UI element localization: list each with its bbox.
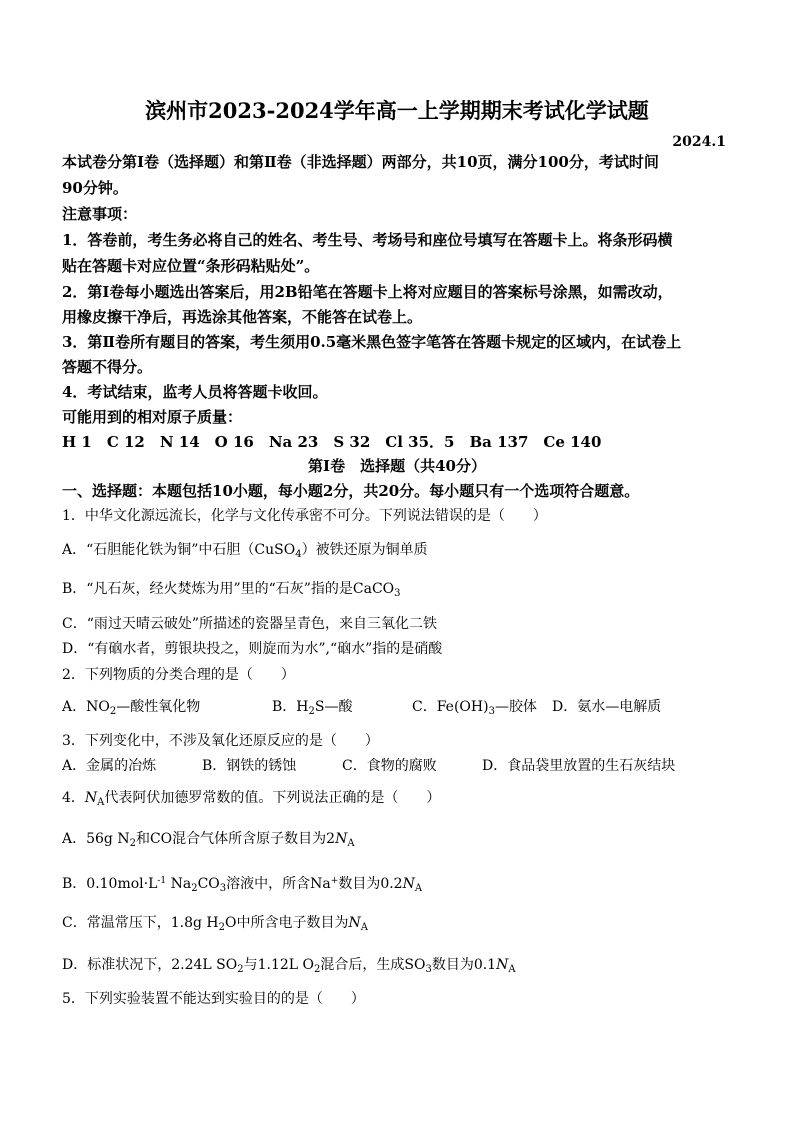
q3-option-b: B．钢铁的锈蚀 <box>202 758 297 774</box>
q4-option-d: D．标准状况下，2.24L $SO_2$与1.12L $O_2$混合后，生成$SO_3$数目为$0.1N_A$ <box>62 957 516 975</box>
q2-stem: 2．下列物质的分类合理的是（ ） <box>62 667 295 683</box>
part1-heading: 第Ⅰ卷 选择题（共40分） <box>308 457 486 475</box>
note-line: 1．答卷前，考生务必将自己的姓名、考生号、考场号和座位号填写在答题卡上。将条形码横 <box>62 231 673 249</box>
q2-option-d: D．氨水—电解质 <box>552 699 662 715</box>
q4-stem: 4．$N_A$代表阿伏加德罗常数的值。下列说法正确的是（ ） <box>62 790 441 808</box>
note-line: 3．第Ⅱ卷所有题目的答案，考生须用0.5毫米黑色签字笔答在答题卡规定的区域内，在试卷上 <box>62 333 682 351</box>
note-line: 用橡皮擦干净后，再选涂其他答案，不能答在试卷上。 <box>62 308 423 326</box>
intro-line-1: 本试卷分第Ⅰ卷（选择题）和第Ⅱ卷（非选择题）两部分，共10页，满分100分，考试时间 <box>62 153 659 171</box>
q5-stem: 5．下列实验装置不能达到实验目的的是（ ） <box>62 991 365 1007</box>
q1-option-d: D．“有硇水者，剪银块投之，则旋而为水”,“硇水”指的是硝酸 <box>62 641 443 657</box>
q4-option-b: B．$0.10mol\cdot L^{-1}$ $Na_2CO_3$溶液中，所含Na+数目为$0.2N_A$ <box>62 876 423 894</box>
intro-line-2: 90分钟。 <box>62 179 128 197</box>
q2-option-b: B．$H_2S—$酸 <box>272 699 353 717</box>
q3-option-c: C．食物的腐败 <box>342 758 437 774</box>
section1-heading: 一、选择题：本题包括10小题，每小题2分，共20分。每小题只有一个选项符合题意。 <box>62 482 640 500</box>
page-title: 滨州市2023-2024学年高一上学期期末考试化学试题 <box>145 98 649 123</box>
q2-option-a: A．$NO_2—$酸性氧化物 <box>62 699 201 717</box>
q4-option-c: C．常温常压下，1.8g $H_2O$中所含电子数目为$N_A$ <box>62 915 368 933</box>
atomic-mass-values: H 1 C 12 N 14 O 16 Na 23 S 32 Cl 35．5 Ba 137 Ce 140 <box>62 433 602 451</box>
q3-option-d: D．食品袋里放置的生石灰结块 <box>482 758 676 774</box>
q1-stem: 1．中华文化源远流长，化学与文化传承密不可分。下列说法错误的是（ ） <box>62 508 547 524</box>
note-line: 4．考试结束，监考人员将答题卡收回。 <box>62 383 328 401</box>
q1-option-b: B．“凡石灰，经火焚炼为用”里的“石灰”指的是CaCO$_3$ <box>62 581 401 599</box>
q1-option-c: C．“雨过天晴云破处”所描述的瓷器呈青色，来自三氧化二铁 <box>62 616 438 632</box>
q4-option-a: A．56g $N_2$和CO混合气体所含原子数目为$2N_A$ <box>62 831 355 849</box>
q1-option-a: A．“石胆能化铁为铜”中石胆（CuSO$_4$）被铁还原为铜单质 <box>62 542 428 560</box>
q3-stem: 3．下列变化中，不涉及氧化还原反应的是（ ） <box>62 733 379 749</box>
note-line: 贴在答题卡对应位置“条形码粘贴处”。 <box>62 257 320 275</box>
q2-option-c: C．$Fe(OH)_3—$胶体 <box>412 699 537 717</box>
note-line: 答题不得分。 <box>62 358 153 376</box>
notes-heading: 注意事项： <box>62 205 138 223</box>
note-line: 2．第Ⅰ卷每小题选出答案后，用2B铅笔在答题卡上将对应题目的答案标号涂黑，如需改动， <box>62 283 673 301</box>
exam-date: 2024.1 <box>672 134 726 150</box>
atomic-mass-heading: 可能用到的相对原子质量： <box>62 408 243 426</box>
q3-option-a: A．金属的冶炼 <box>62 758 157 774</box>
